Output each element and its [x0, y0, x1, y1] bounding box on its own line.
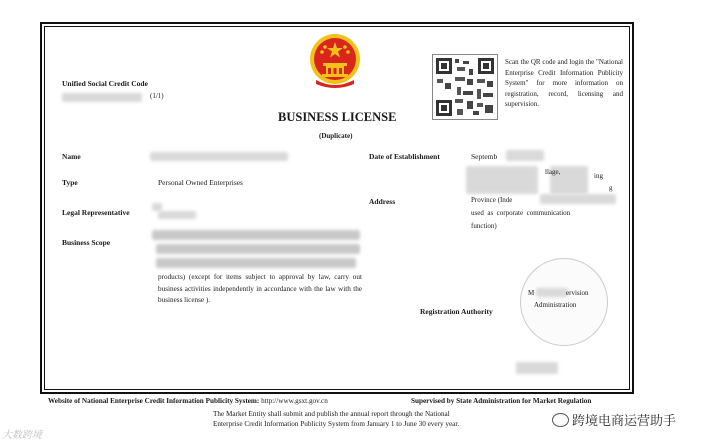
credit-code-redacted	[62, 93, 142, 102]
scope-redacted-1	[152, 230, 360, 240]
seal-text-3: Administration	[534, 301, 577, 309]
watermark-right-text: 跨境电商运营助手	[572, 414, 677, 429]
legal-rep-redacted-a	[152, 203, 162, 211]
address-fragment-2: ing	[594, 172, 603, 180]
seal-text-1: M	[528, 289, 535, 297]
establishment-date-value: Septemb	[471, 152, 498, 161]
credit-code-page: (1/1)	[150, 92, 164, 100]
license-title: BUSINESS LICENSE	[278, 110, 397, 124]
address-fragment-1: llage,	[545, 168, 561, 176]
seal-redacted	[536, 288, 568, 297]
address-redacted-1	[466, 166, 538, 194]
seal-text-2: ervision	[566, 289, 589, 297]
type-value: Personal Owned Enterprises	[158, 178, 243, 187]
type-label: Type	[62, 178, 78, 187]
date-redacted	[506, 150, 544, 161]
scope-redacted-3	[156, 258, 356, 268]
address-line-3: function)	[471, 222, 497, 230]
name-label: Name	[62, 152, 81, 161]
national-emblem-icon	[306, 32, 364, 92]
footer-note-1: The Market Entity shall submit and publish the annual report through the National	[213, 410, 450, 418]
wechat-icon	[552, 413, 569, 427]
watermark-left-text: 大数跨境	[2, 430, 42, 441]
address-line-1: Province (Inde	[471, 196, 513, 204]
legal-rep-label: Legal Representative	[62, 208, 130, 217]
registration-authority-label: Registration Authority	[420, 307, 493, 316]
scope-redacted-2	[156, 244, 360, 254]
address-line-2: used as corporate communication	[471, 209, 571, 217]
date-stamp-redacted	[516, 362, 558, 374]
address-label: Address	[369, 197, 396, 206]
establishment-date-label: Date of Establishment	[369, 152, 440, 161]
name-redacted	[150, 152, 288, 161]
legal-rep-redacted-b	[158, 211, 196, 219]
footer-website-label: Website of National Enterprise Credit Information Publicity System:	[48, 397, 260, 405]
watermark-right	[552, 410, 676, 429]
address-redacted-3	[540, 194, 616, 204]
footer-website-url: http://www.gsxt.gov.cn	[261, 397, 328, 405]
license-subtitle: (Duplicate)	[319, 132, 353, 140]
qr-instructions: Scan the QR code and login the "National Enterprise Credit Information Publicity System" for more information on registration, record, licensing and supervision.	[505, 58, 623, 108]
footer-note-2: Enterprise Credit Information Publicity System from January 1 to June 30 every year.	[213, 420, 460, 428]
address-fragment-3: g	[609, 184, 613, 192]
credit-code-label: Unified Social Credit Code	[62, 79, 148, 88]
watermark-left	[2, 426, 42, 441]
business-scope-text: products) (except for items subject to approval by law, carry out business activities independently in accordance with the law with the business license ).	[158, 273, 362, 304]
qr-code-icon	[432, 54, 498, 120]
footer-supervised: Supervised by State Administration for Market Regulation	[411, 397, 592, 405]
business-scope-label: Business Scope	[62, 238, 111, 247]
footer-website	[48, 397, 328, 405]
